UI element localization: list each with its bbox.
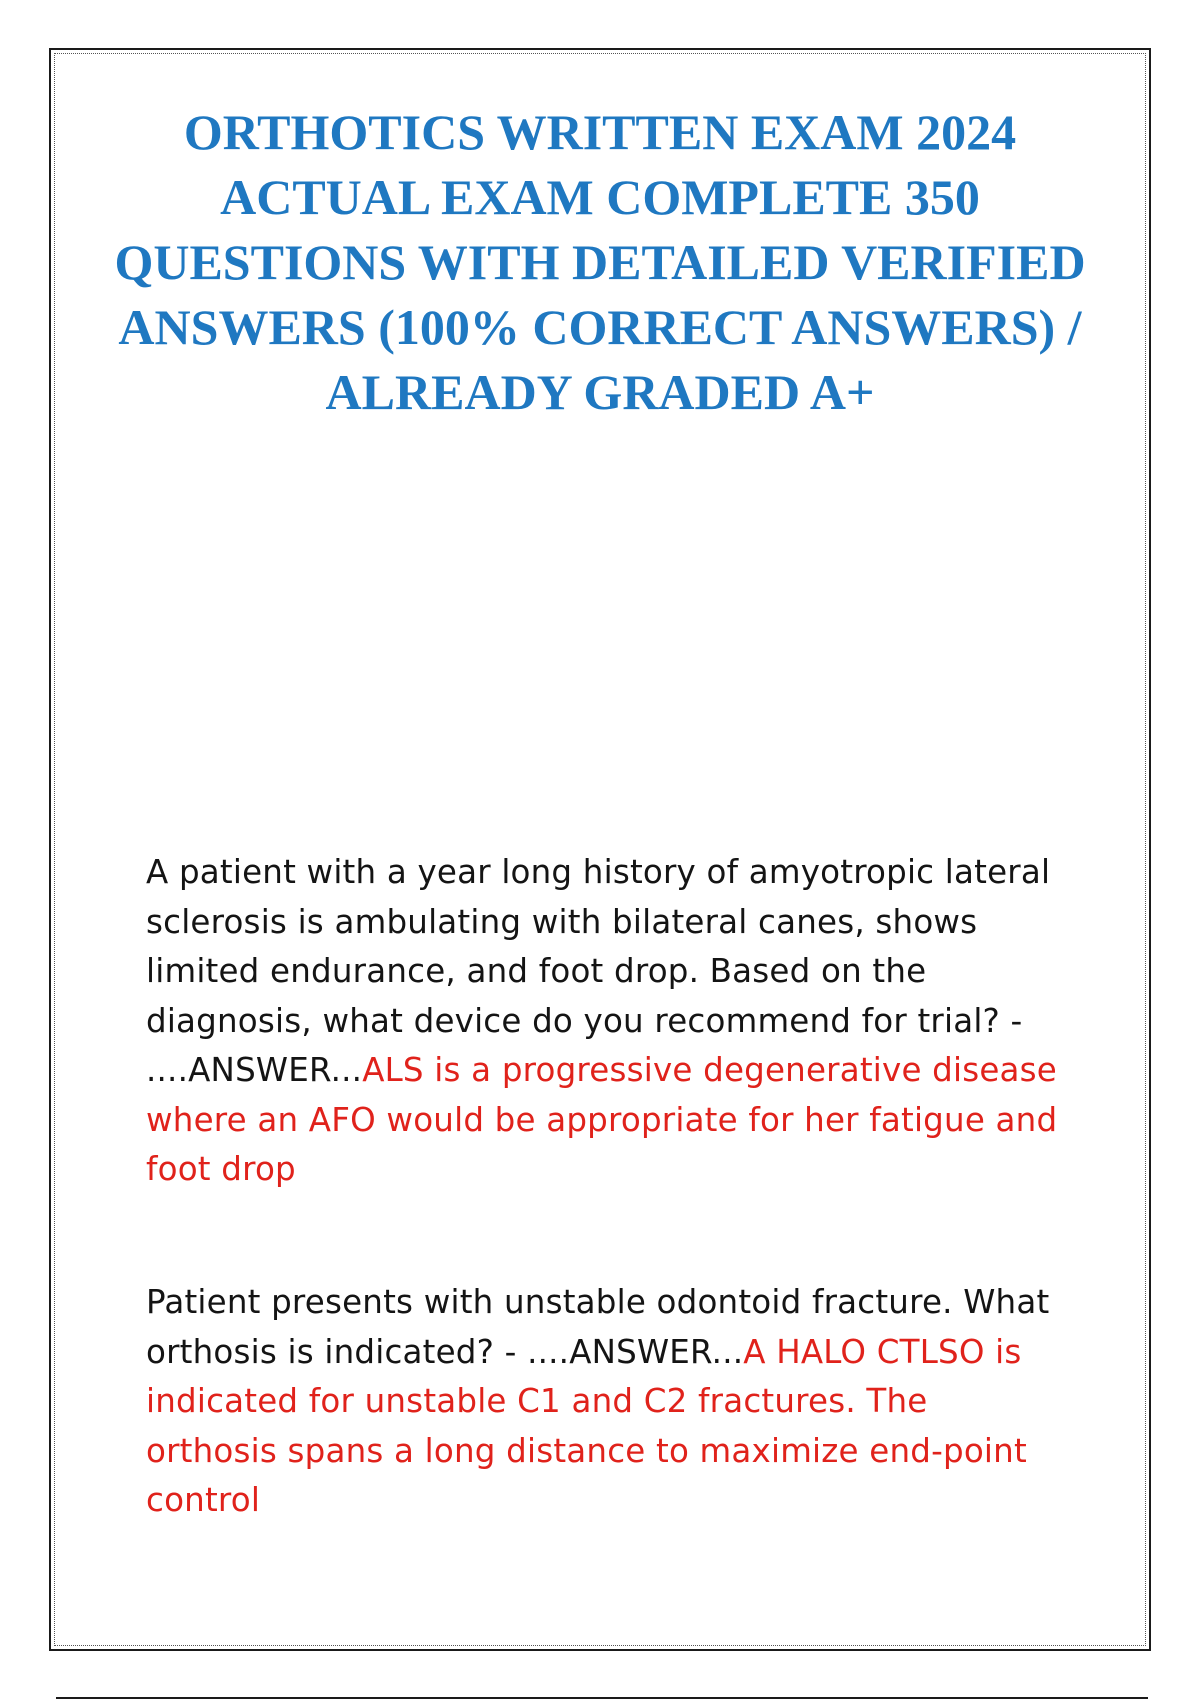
question-text: A patient with a year long history of amyotropic lateral sclerosis is ambulating with bilateral canes, shows limited endurance, and foot drop. Based on the diagnosis, what device do you recommend for trial? - ....ANSWER... <box>146 853 1051 1089</box>
question-text: Patient presents with unstable odontoid fracture. What orthosis is indicated? - ....ANSWER... <box>146 1283 1050 1371</box>
answer-text: A HALO CTLSO is indicated for unstable C1 and C2 fractures. The orthosis spans a long distance to maximize end-point control <box>146 1332 1027 1519</box>
page-bottom-rule <box>56 1697 1148 1699</box>
qa-item <box>146 848 1066 1195</box>
qa-item <box>146 1278 1066 1526</box>
document-title: ORTHOTICS WRITTEN EXAM 2024 ACTUAL EXAM COMPLETE 350 QUESTIONS WITH DETAILED VERIFIED ANSWERS (100% CORRECT ANSWERS) / ALREADY GRADED A+ <box>114 104 1086 420</box>
answer-text: ALS is a progressive degenerative disease where an AFO would be appropriate for her fatigue and foot drop <box>146 1051 1058 1188</box>
